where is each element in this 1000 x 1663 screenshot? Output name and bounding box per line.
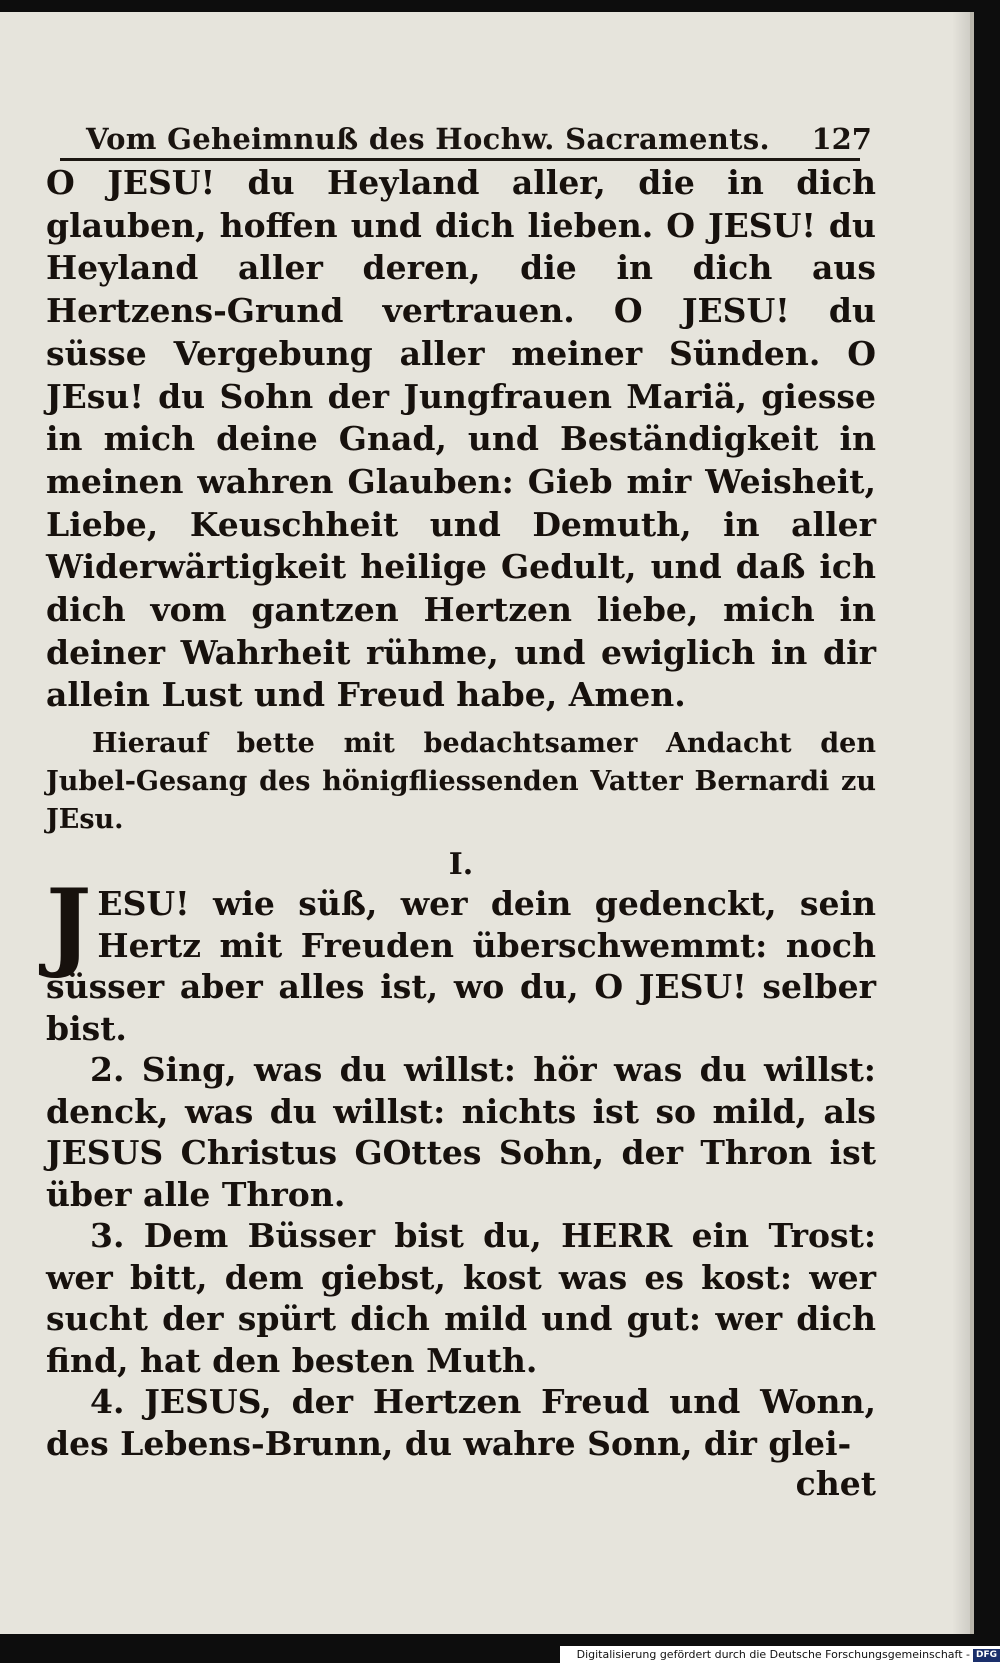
header-rule xyxy=(60,158,860,161)
credit-text: Digitalisierung gefördert durch die Deutsche Forschungsgemeinschaft - xyxy=(576,1648,970,1661)
page-number: 127 xyxy=(811,122,872,156)
rubric-text: Hierauf bette mit bedachtsamer Andacht den Jubel-Gesang des hönigfliessenden Vatter Bernardi zu JEsu. xyxy=(46,728,876,836)
prayer-paragraph: O JESU! du Heyland aller, die in dich glauben, hoffen und dich lieben. O JESU! du Heyland aller deren, die in dich aus Hertzens-Grund vertrauen. O JESU! du süsse Vergebung aller meiner Sünden. O JEsu! du Sohn der Jungfrauen Mariä, giesse in mich deine Gnad, und Beständigkeit in meinen wahren Glauben: Gieb mir Weisheit, Liebe, Keuschheit und Demuth, in aller Widerwärtigkeit heilige Gedult, und daß ich dich vom gantzen Hertzen liebe, mich in deiner Wahrheit rühme, und ewiglich in dir allein Lust und Freud habe, Amen. xyxy=(46,163,876,715)
dfg-logo: DFG xyxy=(973,1649,1000,1662)
running-head-title: Vom Geheimnuß des Hochw. Sacraments. xyxy=(86,122,770,156)
running-head xyxy=(86,106,872,156)
page-edge-shadow xyxy=(952,12,970,1634)
book-page xyxy=(0,12,974,1634)
verse-4: 4. JESUS, der Hertzen Freud und Wonn, des Lebens-Brunn, du wahre Sonn, dir glei- xyxy=(46,1382,876,1463)
catchword: chet xyxy=(795,1464,876,1504)
rubric-instruction xyxy=(46,725,876,839)
section-numeral: I. xyxy=(448,847,474,883)
verse-3: 3. Dem Büsser bist du, HERR ein Trost: wer bitt, dem giebst, kost was es kost: wer sucht der spürt dich mild und gut: wer dich find, hat den besten Muth. xyxy=(46,1216,876,1380)
verse-1-text: ESU! wie süß, wer dein gedenckt, sein Hertz mit Freuden überschwemmt: noch süsser aber alles ist, wo du, O JESU! selber bist. xyxy=(46,884,876,1048)
verse-2: 2. Sing, was du willst: hör was du willst: denck, was du willst: nichts ist so mild, als JESUS Christus GOttes Sohn, der Thron ist über alle Thron. xyxy=(46,1050,876,1214)
digitization-credit xyxy=(560,1646,1000,1663)
page-body xyxy=(46,162,876,1504)
verse-1 xyxy=(46,868,876,1049)
drop-cap-initial: J xyxy=(46,868,92,982)
